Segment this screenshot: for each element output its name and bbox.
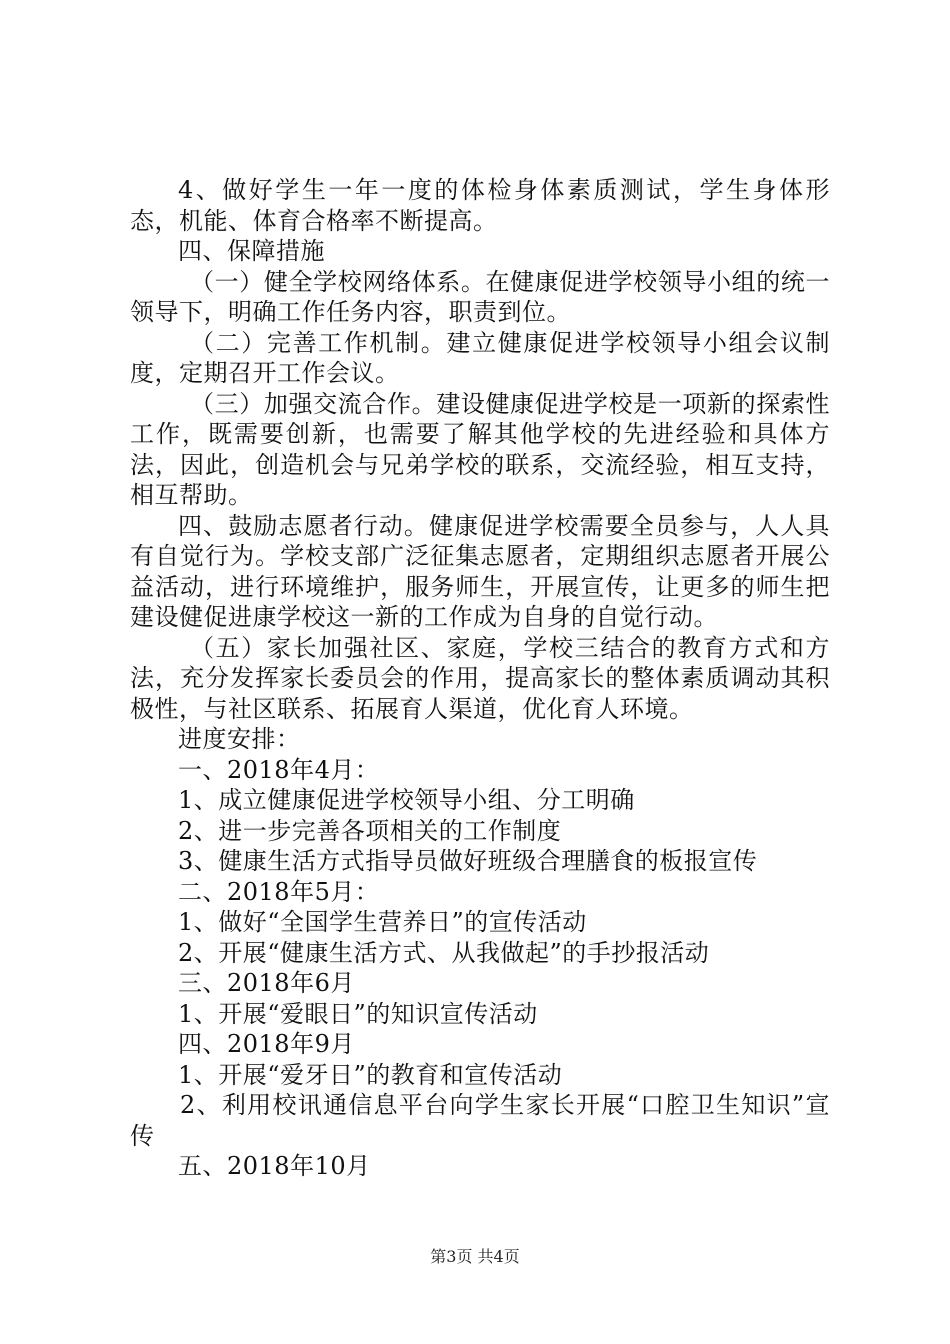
schedule-item: 2、开展“健康生活方式、从我做起”的手抄报活动 — [178, 938, 710, 967]
schedule-april: 一、2018年4月： — [178, 755, 380, 784]
schedule-item: 1、成立健康促进学校领导小组、分工明确 — [178, 786, 635, 814]
schedule-item: 2、进一步完善各项相关的工作制度 — [178, 816, 562, 845]
schedule-item: 1、做好“全国学生营养日”的宣传活动 — [178, 908, 587, 936]
paragraph-health-test: 4、做好学生一年一度的体检身体素质测试，学生身体形态，机能、体育合格率不断提高。 — [130, 176, 830, 235]
paragraph-network-system: （一）健全学校网络体系。在健康促进学校领导小组的统一领导下，明确工作任务内容，职责到位。 — [130, 267, 830, 326]
paragraph-parent-community: （五）家长加强社区、家庭，学校三结合的教育方式和方法，充分发挥家长委员会的作用，提高家长的整体素质调动其积极性，与社区联系、拓展育人渠道，优化育人环境。 — [130, 633, 830, 723]
document-body — [130, 175, 830, 1182]
schedule-june: 三、2018年6月 — [178, 969, 355, 997]
paragraph-work-mechanism: （二）完善工作机制。建立健康促进学校领导小组会议制度，定期召开工作会议。 — [130, 328, 830, 387]
schedule-item: 1、开展“爱眼日”的知识宣传活动 — [178, 999, 538, 1028]
heading-schedule: 进度安排： — [178, 725, 301, 753]
schedule-item: 2、利用校讯通信息平台向学生家长开展“口腔卫生知识”宣传 — [130, 1091, 830, 1150]
page-footer: 第3页 共4页 — [430, 1247, 520, 1266]
paragraph-exchange-cooperation: （三）加强交流合作。建设健康促进学校是一项新的探索性工作，既需要创新，也需要了解其他学校的先进经验和具体方法，因此，创造机会与兄弟学校的联系，交流经验，相互支持，相互帮助。 — [130, 389, 830, 509]
schedule-october: 五、2018年10月 — [178, 1152, 371, 1180]
schedule-item: 1、开展“爱牙日”的教育和宣传活动 — [178, 1060, 563, 1089]
schedule-item: 3、健康生活方式指导员做好班级合理膳食的板报宣传 — [178, 847, 758, 875]
heading-safeguard-measures: 四、保障措施 — [178, 237, 325, 265]
schedule-may: 二、2018年5月： — [178, 877, 380, 906]
schedule-september: 四、2018年9月 — [178, 1030, 355, 1058]
paragraph-volunteer-action: 四、鼓励志愿者行动。健康促进学校需要全员参与，人人具有自觉行为。学校支部广泛征集志愿者，定期组织志愿者开展公益活动，进行环境维护，服务师生，开展宣传，让更多的师生把建设健促进康学校这一新的工作成为自身的自觉行动。 — [130, 511, 830, 631]
